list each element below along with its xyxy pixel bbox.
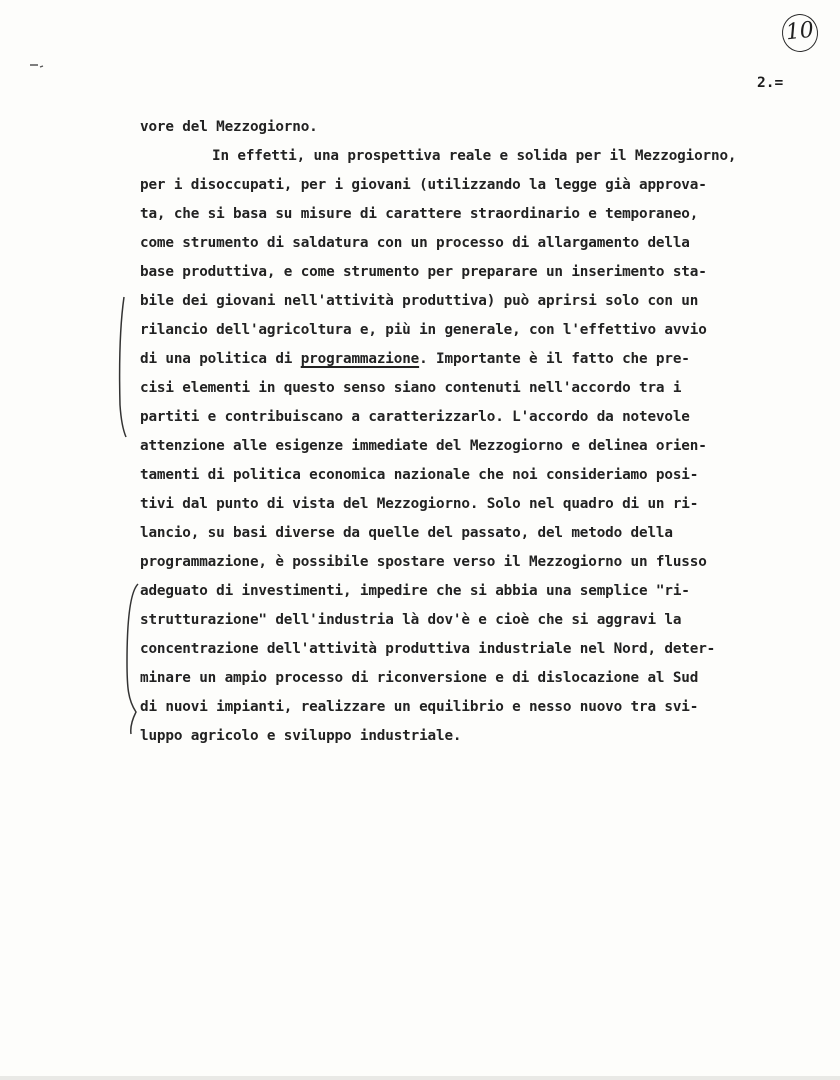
text-line-12: attenzione alle esigenze immediate del Mezzogiorno e delinea orien- bbox=[140, 438, 707, 454]
text-line-9-end: . Importante è il fatto che pre- bbox=[419, 351, 690, 367]
text-line-13: tamenti di politica economica nazionale che noi consideriamo posi- bbox=[140, 467, 699, 483]
circled-folio-number-text: 10 bbox=[784, 17, 816, 46]
text-line-10: cisi elementi in questo senso siano contenuti nell'accordo tra i bbox=[140, 380, 682, 396]
circled-folio-number bbox=[780, 12, 820, 54]
text-line-9-start: di una politica di bbox=[140, 351, 301, 367]
text-line-8: rilancio dell'agricoltura e, più in generale, con l'effettivo avvio bbox=[140, 322, 707, 338]
text-line-18: strutturazione" dell'industria là dov'è e cioè che si aggravi la bbox=[140, 612, 682, 628]
text-line-3: per i disoccupati, per i giovani (utilizzando la legge già approva- bbox=[140, 177, 707, 193]
text-line-11: partiti e contribuiscano a caratterizzarlo. L'accordo da notevole bbox=[140, 409, 690, 425]
text-line-16: programmazione, è possibile spostare verso il Mezzogiorno un flusso bbox=[140, 554, 707, 570]
page-bottom-edge bbox=[0, 1076, 840, 1080]
stray-mark-icon bbox=[30, 63, 44, 68]
text-line-7: bile dei giovani nell'attività produttiva) può aprirsi solo con un bbox=[140, 293, 699, 309]
text-line-17: adeguato di investimenti, impedire che si abbia una semplice "ri- bbox=[140, 583, 690, 599]
text-line-15: lancio, su basi diverse da quelle del passato, del metodo della bbox=[140, 525, 673, 541]
text-line-9 bbox=[140, 350, 690, 368]
text-line-14: tivi dal punto di vista del Mezzogiorno. Solo nel quadro di un ri- bbox=[140, 496, 699, 512]
text-line-2: In effetti, una prospettiva reale e solida per il Mezzogiorno, bbox=[212, 148, 737, 164]
text-line-21: di nuovi impianti, realizzare un equilibrio e nesso nuovo tra svi- bbox=[140, 699, 699, 715]
text-line-1: vore del Mezzogiorno. bbox=[140, 119, 318, 135]
text-line-20: minare un ampio processo di riconversione e di dislocazione al Sud bbox=[140, 670, 699, 686]
page-number: 2.= bbox=[757, 75, 784, 91]
text-line-6: base produttiva, e come strumento per preparare un inserimento sta- bbox=[140, 264, 707, 280]
text-line-22: luppo agricolo e sviluppo industriale. bbox=[140, 728, 462, 744]
text-line-4: ta, che si basa su misure di carattere straordinario e temporaneo, bbox=[140, 206, 699, 222]
text-line-5: come strumento di saldatura con un processo di allargamento della bbox=[140, 235, 690, 251]
underlined-word-programmazione: programmazione bbox=[300, 351, 420, 367]
text-line-19: concentrazione dell'attività produttiva industriale nel Nord, deter- bbox=[140, 641, 716, 657]
margin-bracket-mark-1 bbox=[112, 295, 132, 440]
margin-bracket-mark-2 bbox=[116, 582, 142, 737]
